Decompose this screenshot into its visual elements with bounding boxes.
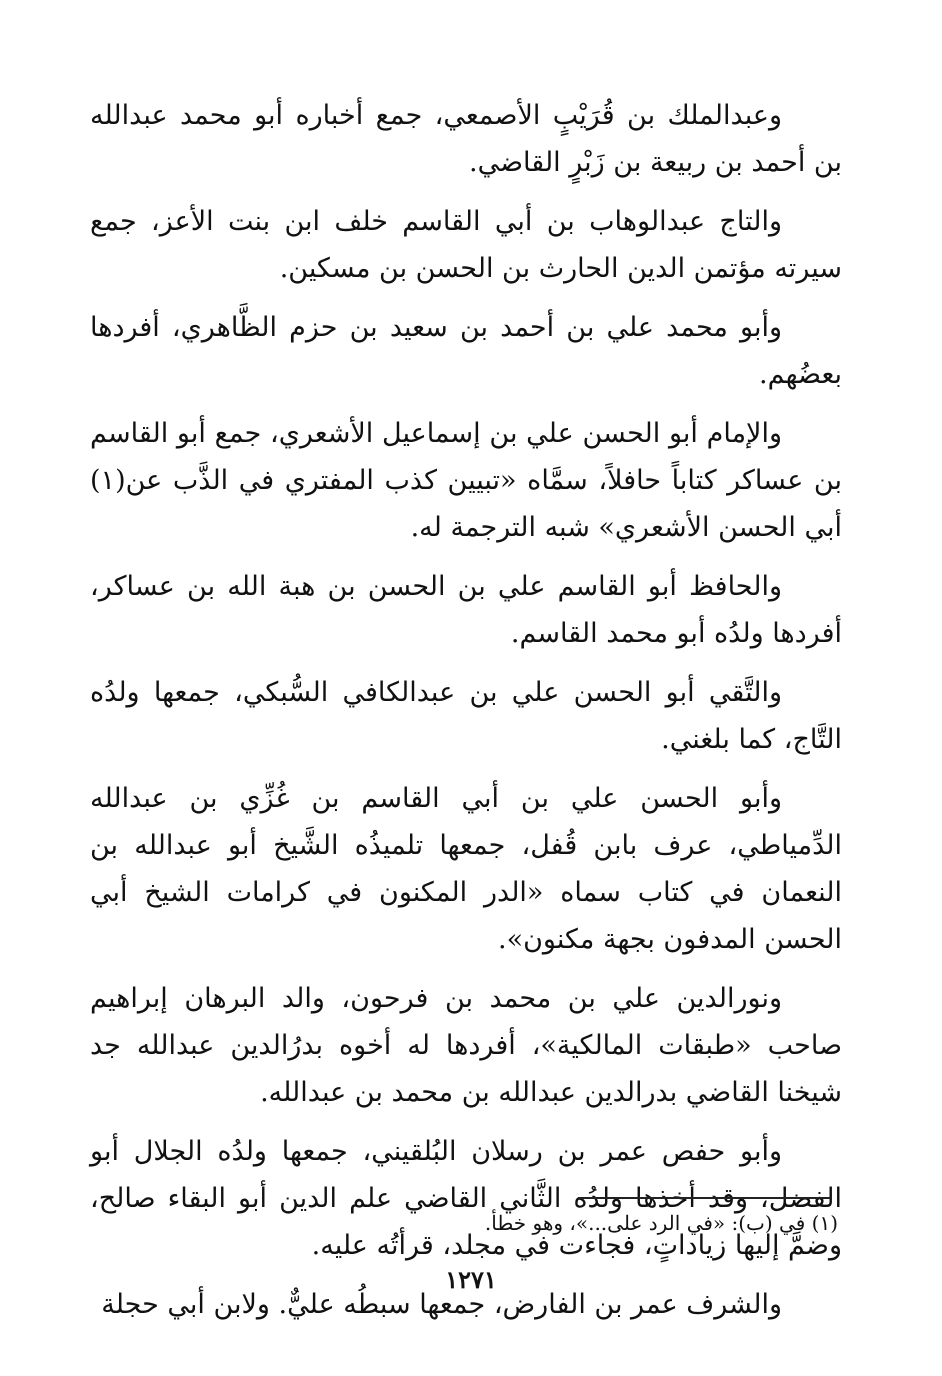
paragraph-ibn-farhun: ونورالدين علي بن محمد بن فرحون، والد البرهان إبراهيم صاحب «طبقات المالكية»، أفردها له أخوه بدرُالدين عبدالله جد شيخنا القاضي بدرالدين عبدالله بن محمد بن عبدالله. xyxy=(90,983,842,1108)
footnote: (١) في (ب): «في الرد على...»، وهو خطأ. xyxy=(484,1211,838,1235)
paragraph-ashari: والإمام أبو الحسن علي بن إسماعيل الأشعري، جمع أبو القاسم بن عساكر كتاباً حافلاً، سمَّاه «تبيين كذب المفتري في الذَّب عن(١) أبي الحسن الأشعري» شبه الترجمة له. xyxy=(90,418,842,543)
paragraph-bulqini: وأبو حفص عمر بن رسلان البُلقيني، جمعها ولدُه الجلال أبو الفضل، وقد أخذها ولدُه الثَّاني القاضي علم الدين أبو البقاء صالح، وضمَّ إليها زياداتٍ، فجاءت في مجلد، قرأتُه عليه. xyxy=(90,1136,842,1261)
paragraph-dimyati: وأبو الحسن علي بن أبي القاسم بن غُزِّي بن عبدالله الدِّمياطي، عرف بابن قُفل، جمعها تلميذُه الشَّيخ أبو عبدالله بن النعمان في كتاب سماه «الدر المكنون في كرامات الشيخ أبي الحسن المدفون بجهة مكنون». xyxy=(90,783,842,955)
paragraph-taj-abdulwahhab: والتاج عبدالوهاب بن أبي القاسم خلف ابن بنت الأعز، جمع سيرته مؤتمن الدين الحارث بن الحسن بن مسكين. xyxy=(90,206,842,284)
page-body xyxy=(90,92,842,1340)
paragraph-ibn-hazm: وأبو محمد علي بن أحمد بن سعيد بن حزم الظَّاهري، أفردها بعضُهم. xyxy=(90,312,842,390)
paragraph-asmai: وعبدالملك بن قُرَيْبٍ الأصمعي، جمع أخباره أبو محمد عبدالله بن أحمد بن ربيعة بن زَبْرٍ القاضي. xyxy=(90,100,842,178)
paragraph-ibn-asakir: والحافظ أبو القاسم علي بن الحسن بن هبة الله بن عساكر، أفردها ولدُه أبو محمد القاسم. xyxy=(90,571,842,649)
footnote-divider xyxy=(578,1197,832,1199)
paragraph-ibn-farid: والشرف عمر بن الفارض، جمعها سبطُه عليٌّ. ولابن أبي حجلة xyxy=(101,1289,782,1320)
page-number: ١٢٧١ xyxy=(445,1265,497,1294)
paragraph-subki: والتَّقي أبو الحسن علي بن عبدالكافي السُّبكي، جمعها ولدُه التَّاج، كما بلغني. xyxy=(90,677,842,755)
